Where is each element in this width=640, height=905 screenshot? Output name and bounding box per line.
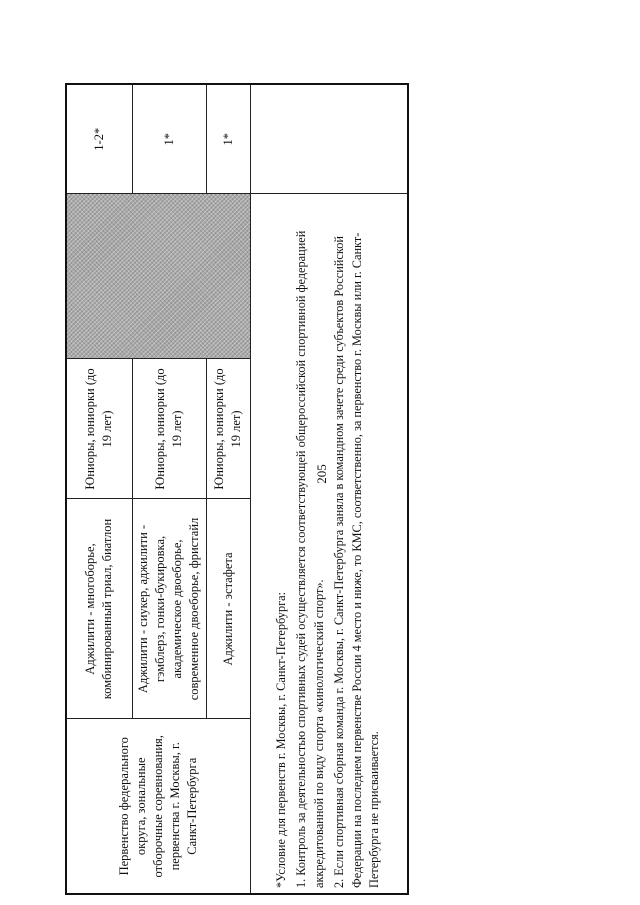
notes-title: *Условие для первенств г. Москвы, г. Санкт-Петербурга: (274, 591, 289, 888)
document-sheet (65, 85, 409, 895)
age-group-cell: Юниоры, юниорки (до 19 лет) (132, 359, 206, 499)
discipline-cell: Аджилити - сиукер, аджилити - гэмблерз, гонки-букировка, академическое двоеборье, современное двоеборье, фристайл (132, 499, 206, 719)
discipline-cell: Аджилити - многоборье, комбинированный триал, биатлон (66, 499, 132, 719)
page-number: 205 (314, 464, 329, 484)
notes-row (250, 84, 408, 894)
age-group-cell: Юниоры, юниорки (до 19 лет) (66, 359, 132, 499)
rank-cell: 1-2* (66, 84, 132, 194)
age-group-cell: Юниоры, юниорки (до 19 лет) (206, 359, 250, 499)
shaded-cell (66, 194, 250, 359)
note-item-1: 1. Контроль за деятельностью спортивных судей осуществляется соответствующей общероссийской спортивной федерацией аккредитованной по виду спорта «кинологический спорт». (294, 230, 326, 888)
notes-cell (250, 194, 408, 894)
qualification-table (65, 83, 409, 895)
discipline-cell: Аджилити - эстафета (206, 499, 250, 719)
note-item-2: 2. Если спортивная сборная команда г. Москвы, г. Санкт-Петербурга заняла в командном зачете среди субъектов Российской Федерации на последнем первенстве России 4 место и ниже, то КМС, соответственно, за первенство г. Москвы или г. Санкт-Петербурга не присваивается. (331, 232, 382, 888)
table-row (66, 84, 132, 894)
rank-cell: 1* (206, 84, 250, 194)
competition-cell: Первенство федерального округа, зональные отборочные соревнования, первенства г. Москвы, г. Санкт-Петербурга (66, 719, 250, 894)
rank-cell: 1* (132, 84, 206, 194)
